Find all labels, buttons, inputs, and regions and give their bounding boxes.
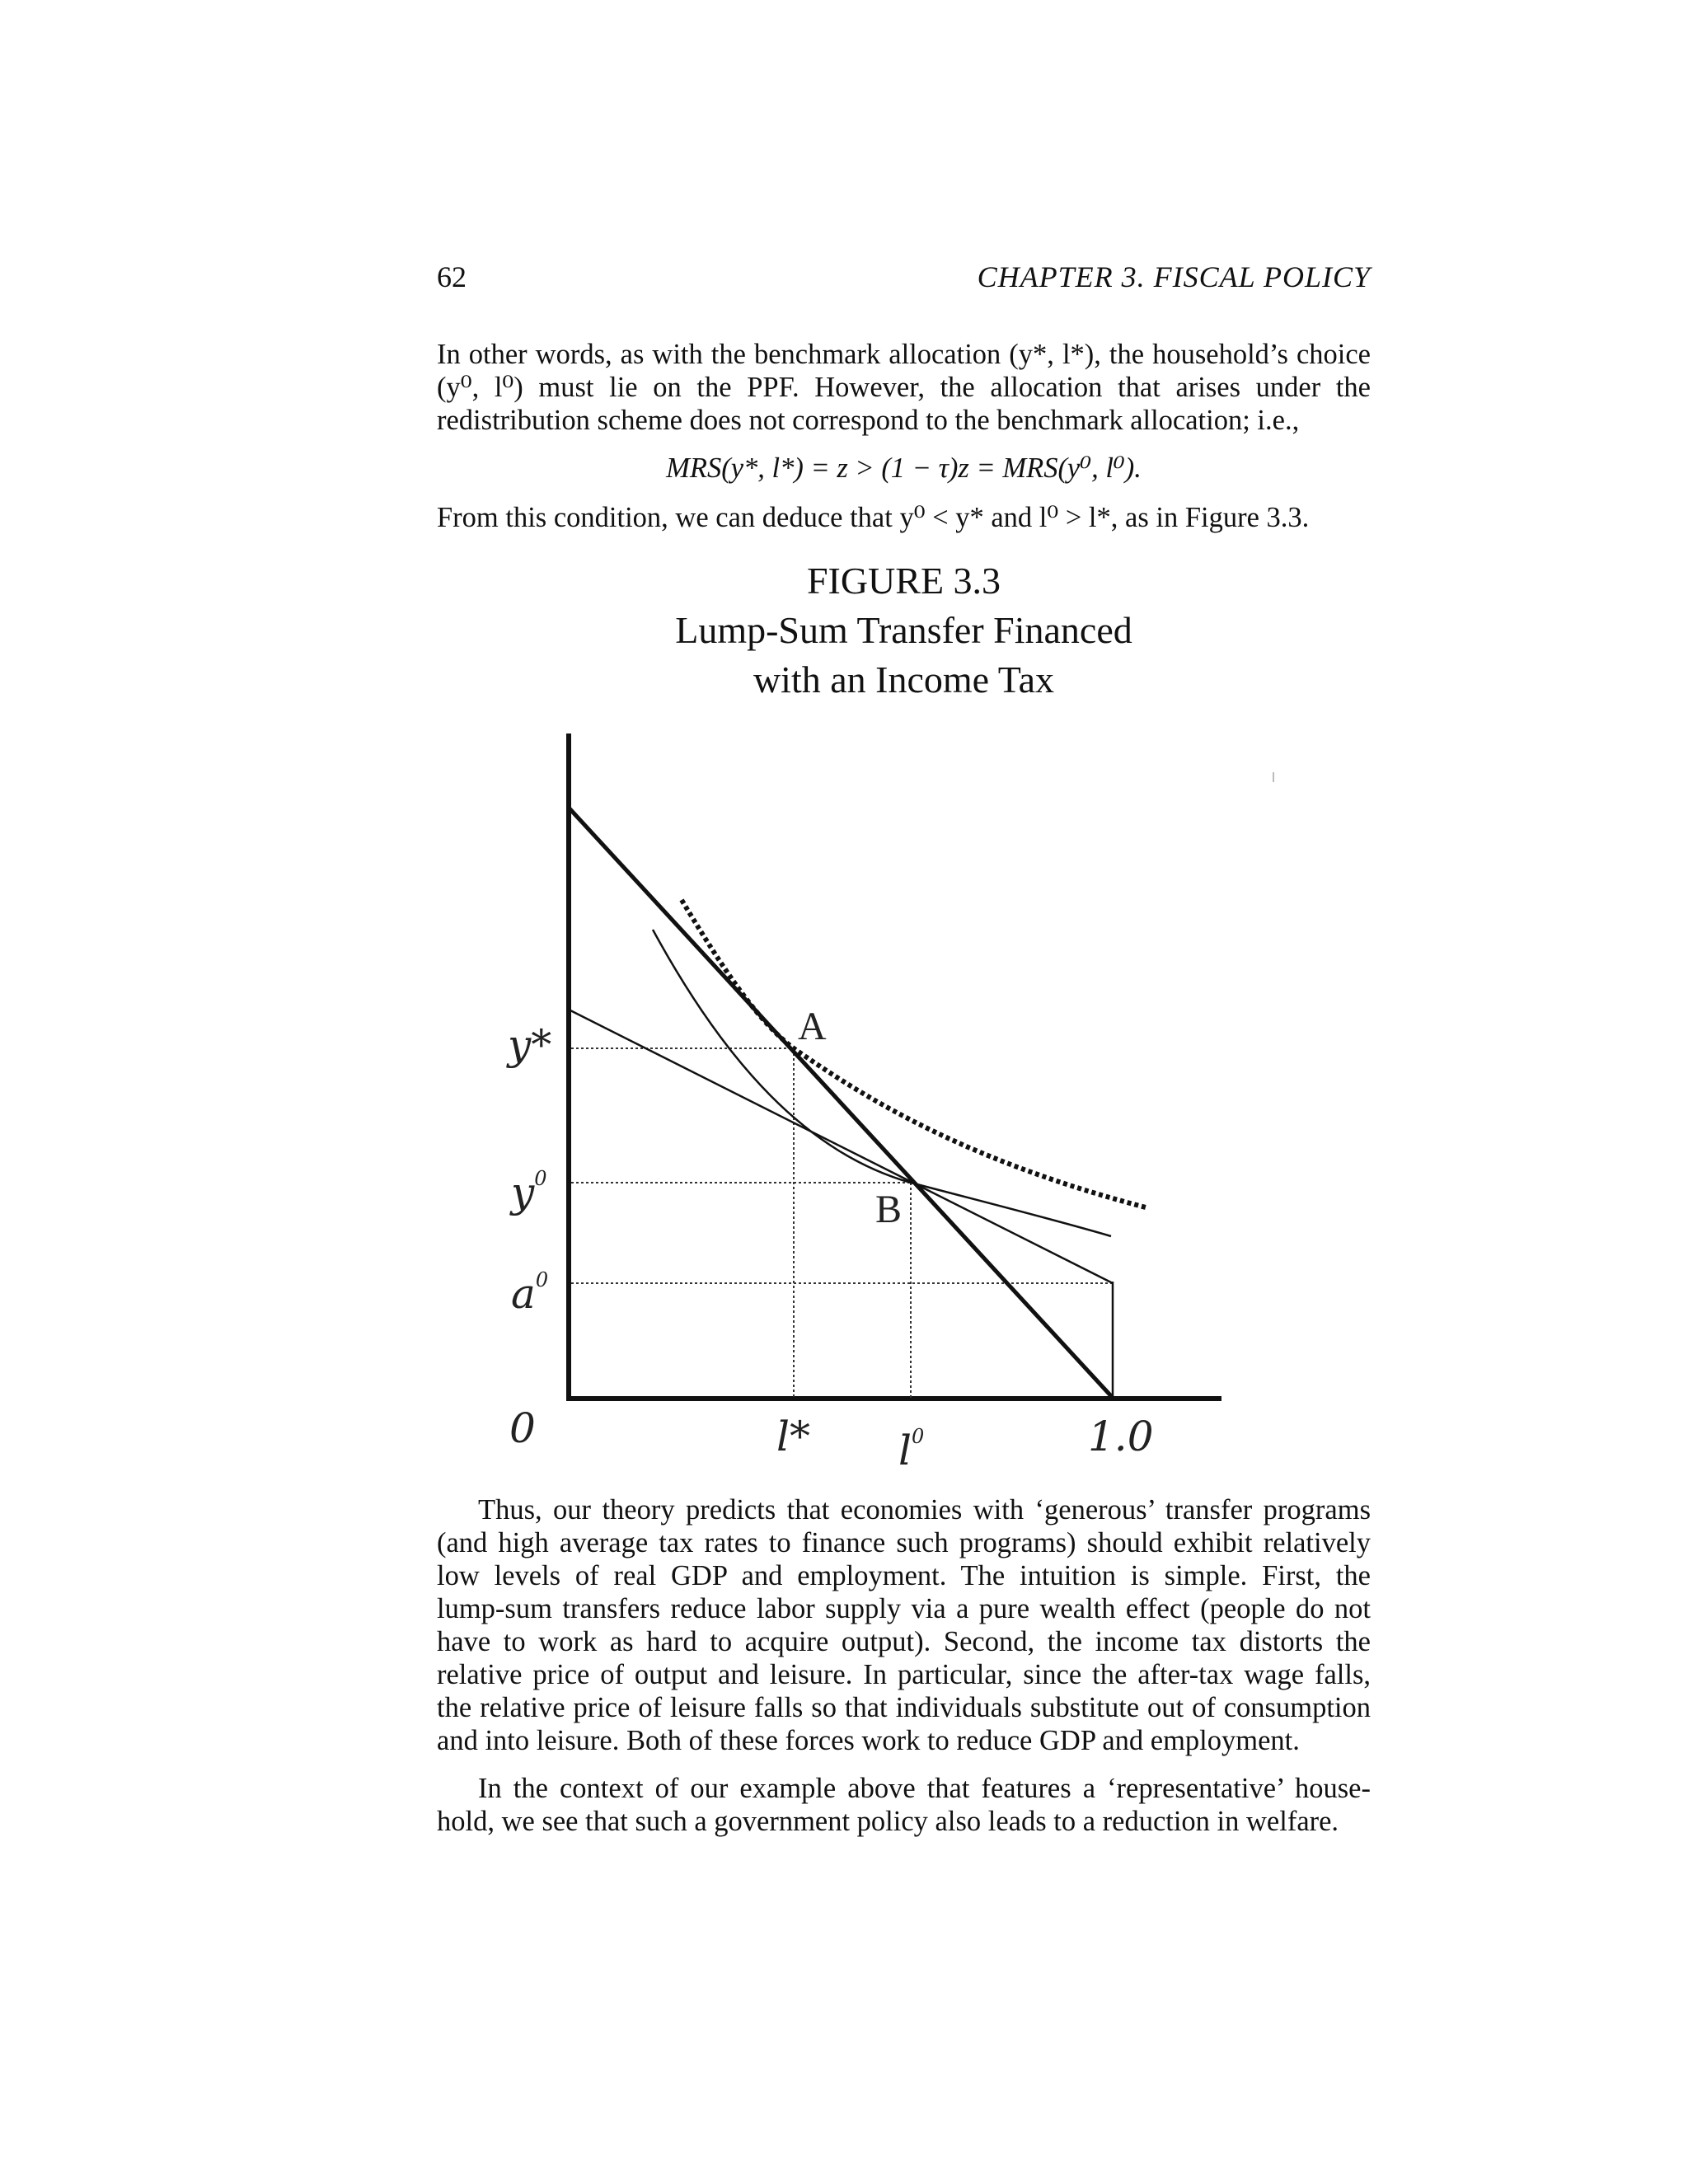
deduction-line: From this condition, we can deduce that y⁰ < y* and l⁰ > l*, as in Figure 3.3. [437,502,1310,533]
y-zero-label [511,1155,547,1216]
one-label: 1.0 [1088,1413,1154,1460]
body-paragraph-2 [437,1772,1371,1838]
intro-line: (y⁰, l⁰) must lie on the PPF. However, the allocation that arises under the [437,372,1371,403]
point-a-label: A [798,1005,827,1048]
body-line: lump-sum transfers reduce labor supply via a pure wealth effect (people do not [437,1593,1371,1624]
body-line: relative price of output and leisure. In particular, since the after-tax wage falls, [437,1659,1371,1690]
figure-title-line1: Lump-Sum Transfer Financed [675,609,1132,651]
y-zero-base: y [511,1169,535,1216]
point-b-label: B [875,1188,903,1231]
body-line: hold, we see that such a government policy also leads to a reduction in welfare. [437,1806,1339,1837]
body-line: and into leisure. Both of these forces work to reduce GDP and employment. [437,1725,1300,1756]
page-number: 62 [437,260,467,293]
body-line: the relative price of leisure falls so that individuals substitute out of consumption [437,1692,1371,1723]
l-zero-base: l [898,1427,912,1474]
intro-line: In other words, as with the benchmark allocation (y*, l*), the household’s choice [437,339,1371,370]
body-line: (and high average tax rates to finance such programs) should exhibit relatively [437,1527,1371,1558]
y-zero-sup: 0 [534,1167,547,1190]
l-star-label: l* [776,1413,810,1460]
running-title: CHAPTER 3. FISCAL POLICY [977,260,1371,293]
y-star-label: y* [508,1021,552,1069]
budget-line [569,1010,1113,1283]
body-paragraph-1 [437,1493,1371,1757]
body-line: In the context of our example above that features a ‘representative’ house- [478,1773,1371,1804]
figure-title-line2: with an Income Tax [753,658,1055,701]
mrs-equation: MRS(y*, l*) = z > (1 − τ)z = MRS(y⁰, l⁰). [666,452,1142,484]
figure-svg [462,709,1286,1483]
ppf-line [569,808,1113,1398]
indifference-curve-a [682,900,1146,1207]
body-line: have to work as hard to acquire output). Second, the income tax distorts the [437,1626,1371,1657]
body-line: Thus, our theory predicts that economies with ‘generous’ transfer programs [478,1494,1371,1526]
intro-paragraph [437,338,1371,437]
figure-number: FIGURE 3.3 [806,560,1001,602]
origin-label: 0 [509,1404,536,1452]
a-zero-sup: 0 [535,1268,549,1291]
a-zero-label [511,1257,548,1317]
deduction-paragraph [437,501,1371,534]
figure-3-3 [462,709,1286,1483]
l-zero-label [898,1413,924,1474]
body-line: low levels of real GDP and employment. The intuition is simple. First, the [437,1560,1371,1591]
l-zero-sup: 0 [912,1425,925,1448]
a-zero-base: a [511,1270,536,1318]
intro-line: redistribution scheme does not correspond to the benchmark allocation; i.e., [437,405,1300,436]
